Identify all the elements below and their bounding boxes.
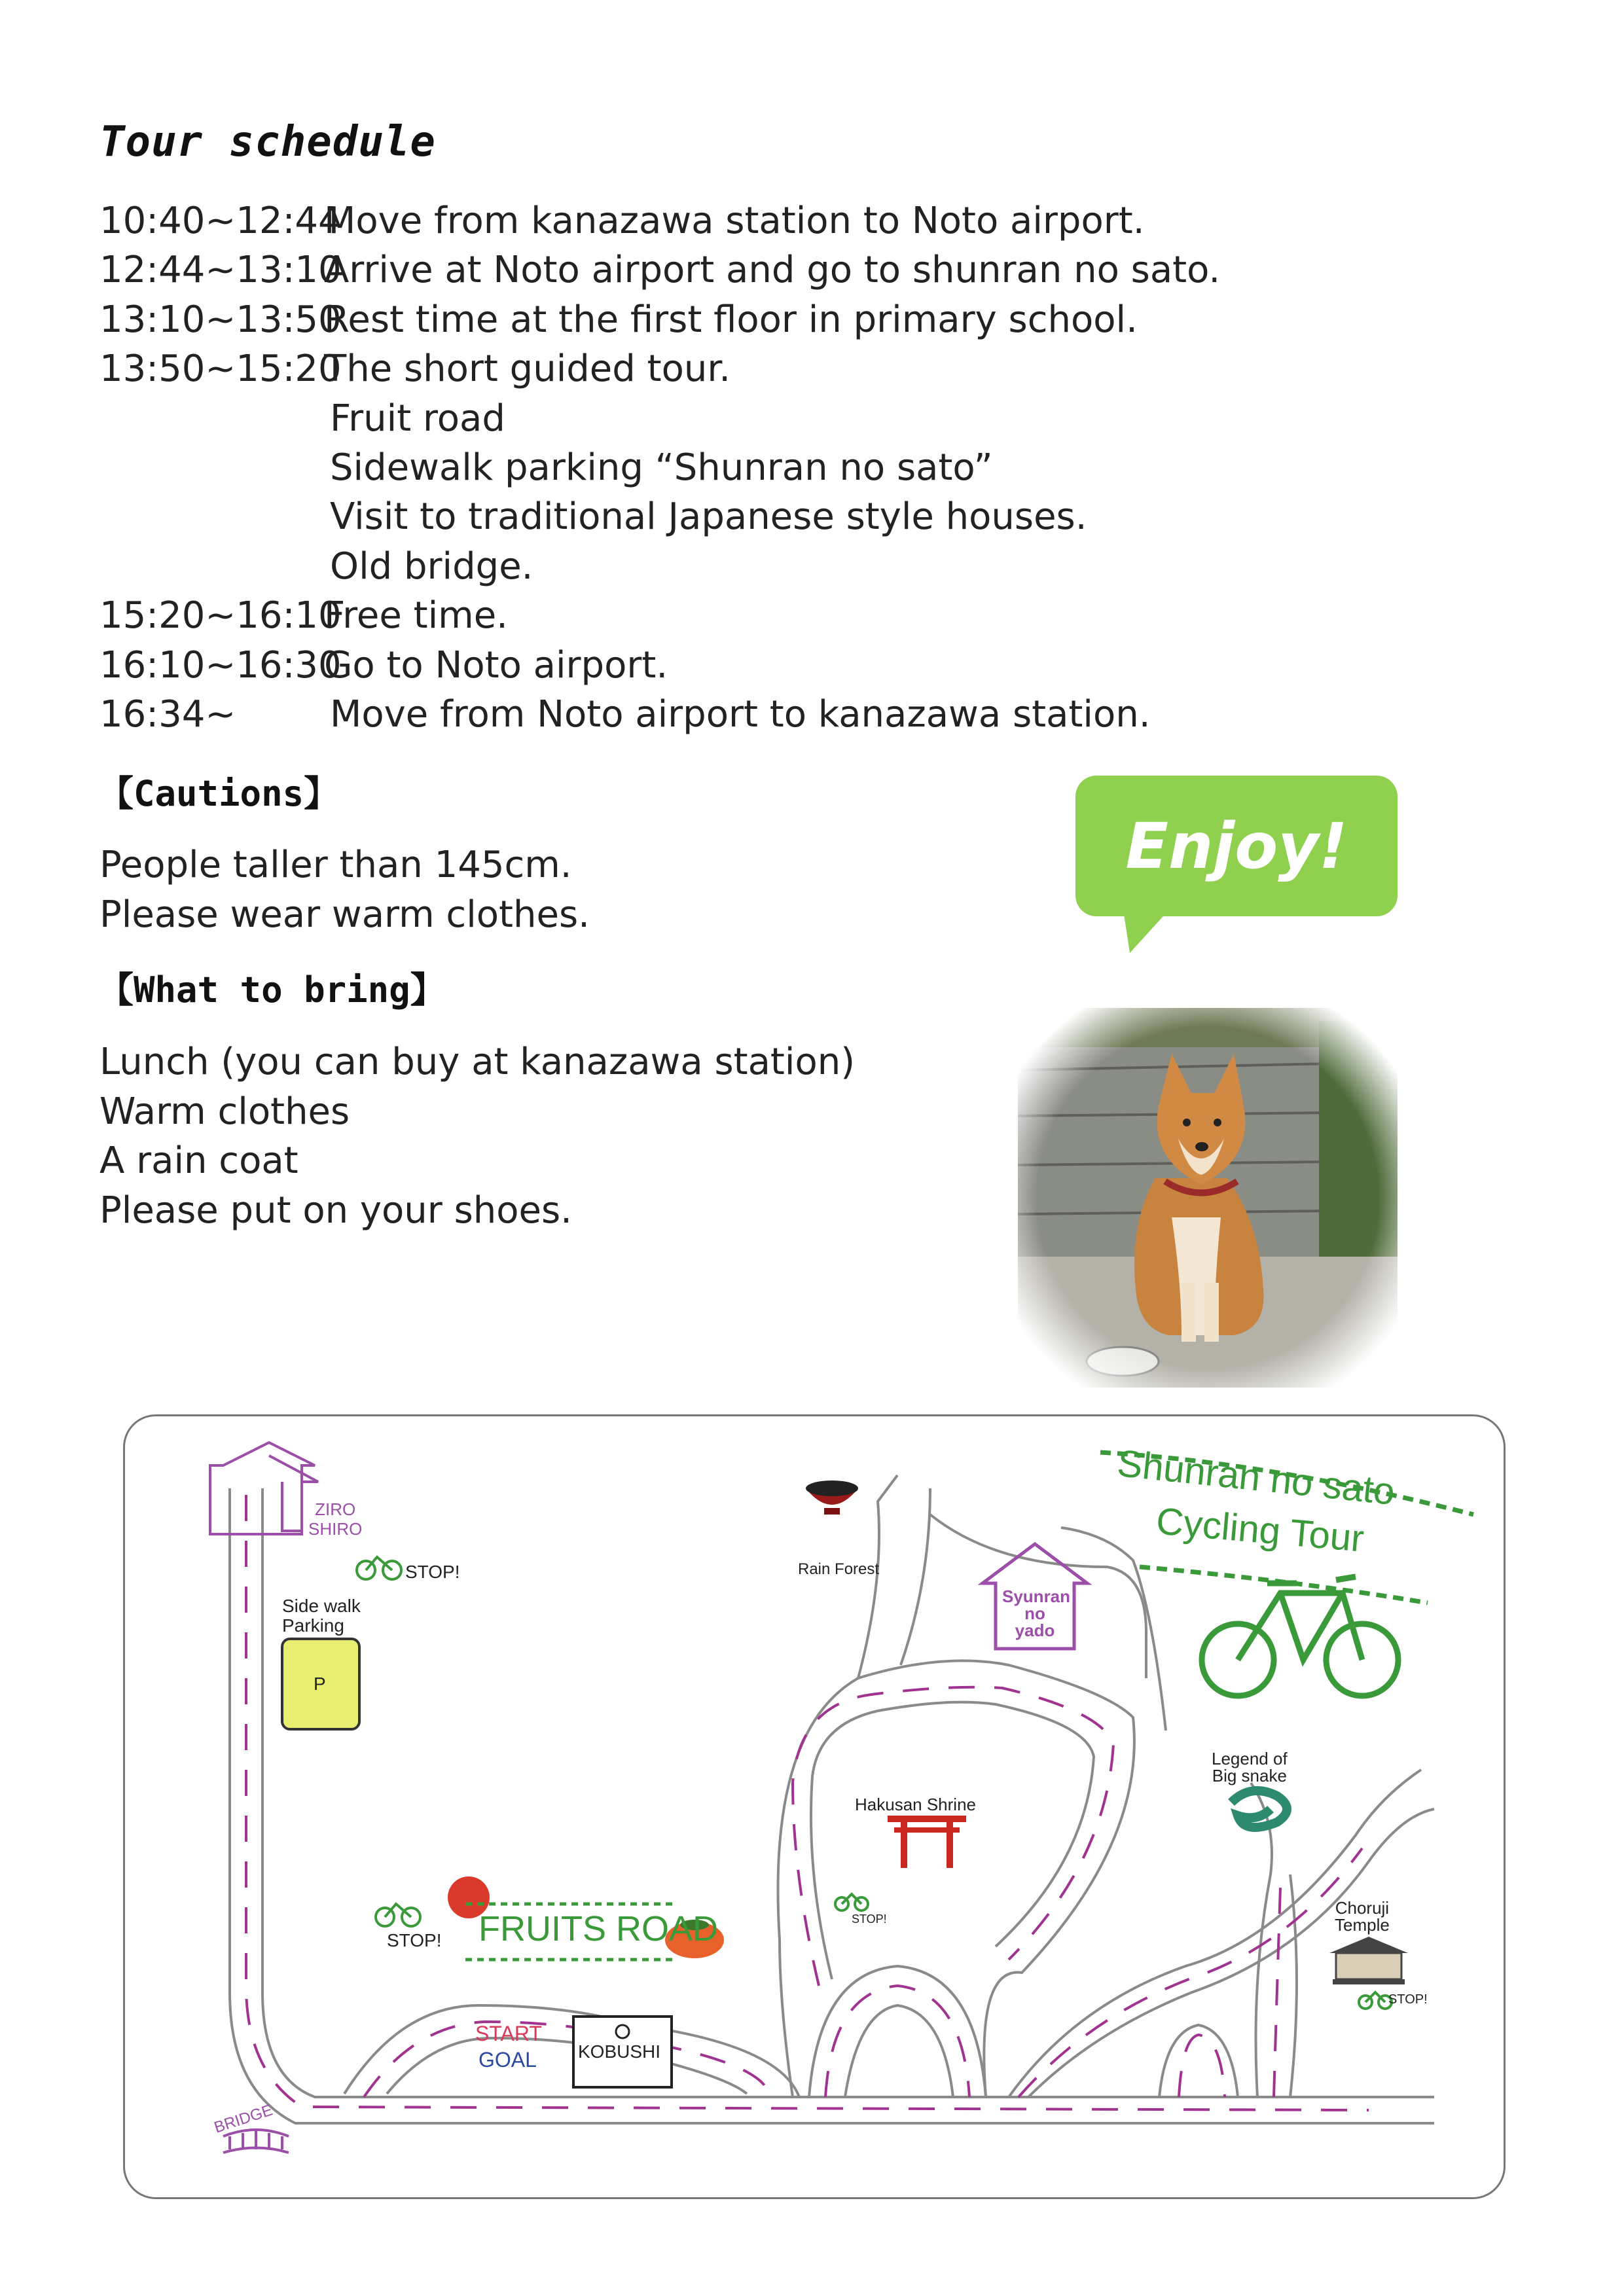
schedule-row <box>99 492 1409 541</box>
bridge-label: BRIDGE <box>211 2101 275 2137</box>
bring-line: Lunch (you can buy at kanazawa station) <box>99 1041 856 1083</box>
schedule-row <box>99 245 1409 295</box>
bring-line: Warm clothes <box>99 1090 350 1133</box>
stop-label: STOP! <box>1388 1992 1428 2007</box>
choruji-temple-label: Choruji Temple <box>1335 1898 1390 1935</box>
caution-line: Please wear warm clothes. <box>99 893 590 936</box>
schedule-row <box>99 690 1409 739</box>
stop-label: STOP! <box>852 1912 887 1926</box>
stop-label: STOP! <box>405 1562 460 1582</box>
syunran-no-yado-label: Syunran no yado <box>1002 1587 1071 1640</box>
schedule-desc: Go to Noto airport. <box>324 643 668 687</box>
schedule-time: 12:44~13:10 <box>99 249 342 292</box>
sidewalk-parking-label: Side walk Parking <box>282 1596 361 1636</box>
schedule-row <box>99 196 1409 245</box>
map-title-line1: Shunran no sato <box>1115 1441 1397 1514</box>
schedule-desc: Arrive at Noto airport and go to shunran no sato. <box>324 249 1221 292</box>
schedule-time: 13:10~13:50 <box>99 298 342 341</box>
goal-label: GOAL <box>478 2048 537 2072</box>
ziro-shiro-label: ZIRO SHIRO <box>308 1499 363 1539</box>
schedule-desc: Free time. <box>324 594 508 637</box>
schedule-time: 10:40~12:44 <box>99 200 342 242</box>
schedule-desc: Fruit road <box>330 397 505 440</box>
kobushi-label: KOBUSHI <box>578 2041 661 2062</box>
schedule-time: 16:10~16:30 <box>99 643 342 687</box>
schedule-desc: Rest time at the first floor in primary school. <box>324 298 1138 341</box>
parking-symbol: P <box>314 1674 326 1694</box>
what-to-bring-heading: 【What to bring】 <box>98 969 446 1011</box>
schedule-desc: Move from kanazawa station to Noto airport. <box>324 200 1145 242</box>
bring-list <box>99 1037 855 1235</box>
schedule-row <box>99 344 1409 393</box>
enjoy-bubble-text: Enjoy! <box>1125 809 1348 883</box>
map-title-line2: Cycling Tour <box>1154 1499 1366 1560</box>
bring-line: A rain coat <box>99 1139 298 1182</box>
schedule-row <box>99 295 1409 344</box>
rain-forest-label: Rain Forest <box>798 1560 880 1578</box>
schedule-desc: The short guided tour. <box>324 348 731 391</box>
schedule-desc: Visit to traditional Japanese style houses. <box>330 495 1087 539</box>
schedule-desc: Sidewalk parking “Shunran no sato” <box>330 446 993 489</box>
schedule-time: 16:34~ <box>99 692 236 736</box>
schedule-row <box>99 641 1409 690</box>
schedule-row <box>99 591 1409 640</box>
fruits-road-label: FRUITS ROAD <box>478 1909 719 1948</box>
caution-line: People taller than 145cm. <box>99 844 572 886</box>
bring-line: Please put on your shoes. <box>99 1189 572 1232</box>
legend-snake-label: Legend of Big snake <box>1212 1749 1288 1785</box>
schedule-list <box>99 196 1409 739</box>
schedule-time: 15:20~16:10 <box>99 594 342 637</box>
shiba-dog-photo <box>1018 1008 1398 1388</box>
cycling-map <box>123 1414 1506 2199</box>
cautions-heading: 【Cautions】 <box>98 773 340 814</box>
schedule-row <box>99 394 1409 443</box>
schedule-time: 13:50~15:20 <box>99 348 342 391</box>
schedule-row <box>99 542 1409 591</box>
stop-label: STOP! <box>387 1930 442 1950</box>
schedule-desc: Old bridge. <box>330 545 533 588</box>
start-label: START <box>475 2022 542 2045</box>
schedule-desc: Move from Noto airport to kanazawa station. <box>330 692 1151 736</box>
cautions-list <box>99 840 590 939</box>
schedule-row <box>99 443 1409 492</box>
hakusan-shrine-label: Hakusan Shrine <box>855 1795 976 1814</box>
tour-schedule-title: Tour schedule <box>99 118 436 166</box>
